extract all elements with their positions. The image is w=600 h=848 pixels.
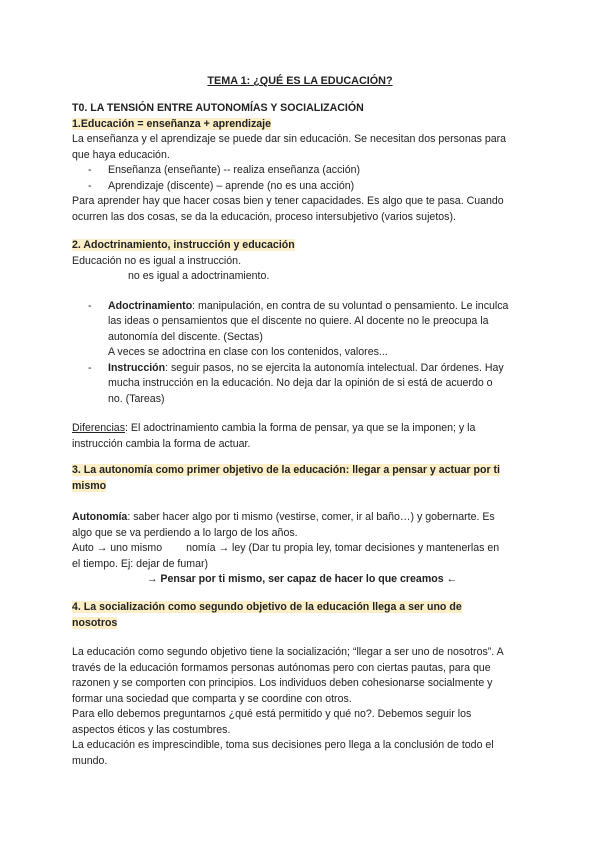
section-adoctrinamiento xyxy=(72,238,532,452)
paragraph-line: instrucción cambia la forma de actuar. xyxy=(72,437,251,450)
paragraph-line: algo que se va perdiendo a lo largo de los años. xyxy=(72,526,298,539)
term: Adoctrinamiento xyxy=(108,299,193,312)
paragraph-line: aspectos éticos y las costumbres. xyxy=(72,723,231,736)
paragraph-line: Autonomía: saber hacer algo por ti mismo (vestirse, comer, ir al baño…) y gobernarte. Es xyxy=(72,511,495,523)
paragraph-line: que haya educación. xyxy=(72,148,170,161)
paragraph-line: razonen y se comporten con principios. Los individuos deben cohesionarse socialmente y xyxy=(72,677,493,689)
paragraph-line: La educación como segundo objetivo tiene la socialización; “llegar a ser uno de nosotros”. A xyxy=(72,646,504,658)
key-statement: → Pensar por ti mismo, ser capaz de hacer lo que creamos ← xyxy=(146,573,458,585)
paragraph-line: Para aprender hay que hacer cosas bien y tener capacidades. Es algo que te pasa. Cuando xyxy=(72,195,504,207)
term: Diferencias xyxy=(72,422,125,434)
paragraph-line: mundo. xyxy=(72,754,108,767)
term: Instrucción xyxy=(108,361,166,374)
paragraph-line: La educación es imprescindible, toma sus decisiones pero llega a la conclusión de todo el xyxy=(72,739,494,751)
paragraph-line: Auto → uno mismo nomía → ley (Dar tu propia ley, tomar decisiones y mantenerlas en xyxy=(72,542,500,554)
list-item-adoctrinamiento: - Adoctrinamiento: manipulación, en contra de su voluntad o pensamiento. Le inculca las ideas o pensamientos que el discente no quiere. Al docente no le preocupa la autonomía del discente. (Sectas) A veces se adoctrina en clase con los contenidos, valores... xyxy=(88,299,509,358)
paragraph-line: ocurren las dos cosas, se da la educación, proceso intersubjetivo (varios sujetos). xyxy=(72,210,456,223)
list-item-instruccion: - Instrucción: seguir pasos, no se ejercita la autonomía intelectual. Dar órdenes. Hay mucha instrucción en la educación. No deja dar la opinión de si está de acuerdo o no. (Tareas) xyxy=(88,361,504,405)
section-heading: T0. LA TENSIÓN ENTRE AUTONOMÍAS Y SOCIALIZACIÓN xyxy=(72,102,364,114)
section-heading: 3. La autonomía como primer objetivo de la educación: llegar a pensar y actuar por ti xyxy=(72,464,500,476)
subsection-heading: 1.Educación = enseñanza + aprendizaje xyxy=(72,117,272,130)
paragraph-line: través de la educación formamos personas autónomas pero con ciertas pautas, para que xyxy=(72,661,491,674)
paragraph-line: formar una sociedad que comparta y se coordine con otros. xyxy=(72,692,352,705)
section-heading: nosotros xyxy=(72,616,118,629)
term: Autonomía xyxy=(72,511,128,523)
paragraph-line: el tiempo. Ej: dejar de fumar) xyxy=(72,557,209,570)
list-item: - Enseñanza (enseñante) -- realiza enseñanza (acción) xyxy=(88,164,361,176)
section-heading: 4. La socialización como segundo objetivo de la educación llega a ser uno de xyxy=(72,601,462,613)
paragraph-line: Diferencias: El adoctrinamiento cambia la forma de pensar, ya que se la imponen; y la xyxy=(72,422,476,434)
paragraph-line: Educación no es igual a instrucción. xyxy=(72,254,242,267)
section-heading: mismo xyxy=(72,479,107,492)
section-intro xyxy=(72,101,532,225)
paragraph-line: no es igual a adoctrinamiento. xyxy=(128,270,270,282)
section-heading: 2. Adoctrinamiento, instrucción y educación xyxy=(72,239,295,251)
paragraph-line: La enseñanza y el aprendizaje se puede dar sin educación. Se necesitan dos personas para xyxy=(72,133,507,145)
section-autonomia xyxy=(72,463,532,588)
page-title: TEMA 1: ¿QUÉ ES LA EDUCACIÓN? xyxy=(207,75,393,87)
list-item: - Aprendizaje (discente) – aprende (no es una acción) xyxy=(88,179,355,192)
paragraph-line: Para ello debemos preguntarnos ¿qué está permitido y qué no?. Debemos seguir los xyxy=(72,708,472,720)
section-socializacion xyxy=(72,600,532,769)
